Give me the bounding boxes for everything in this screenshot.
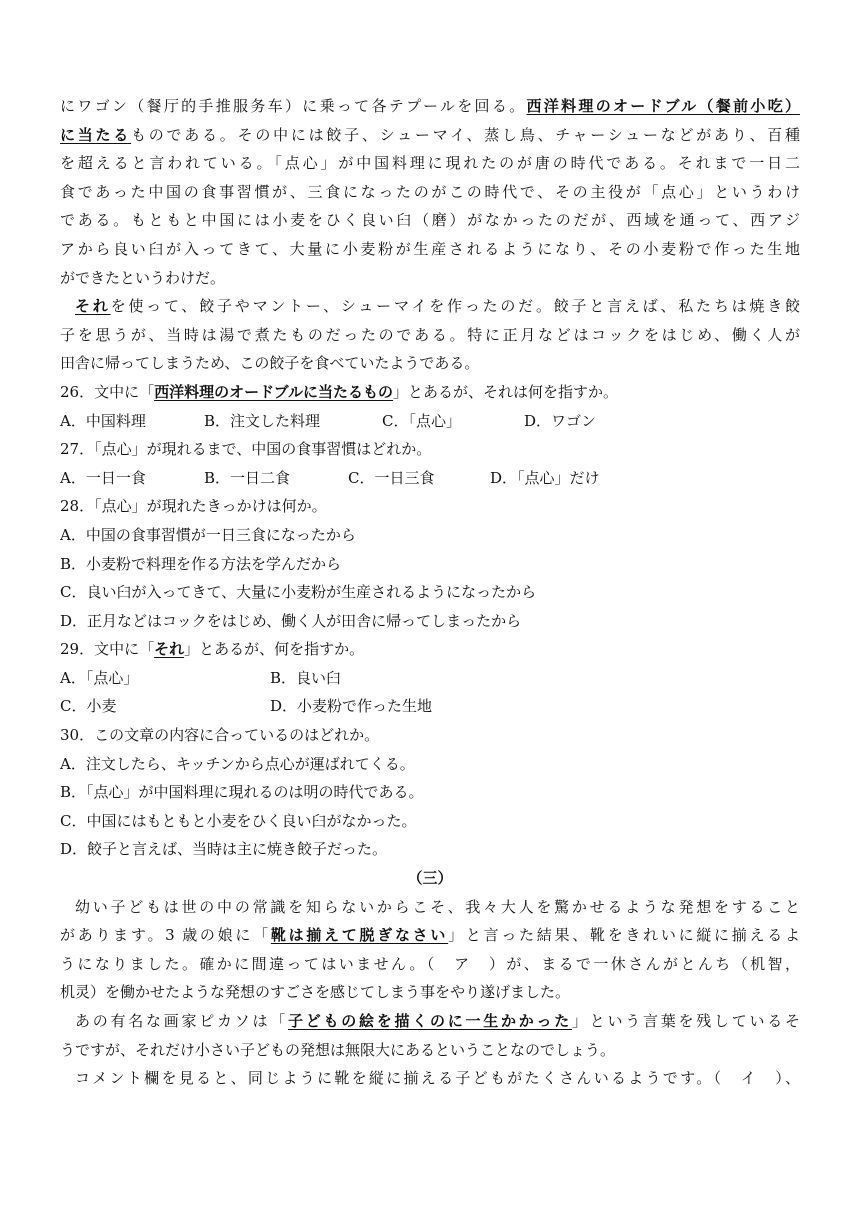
passage-line: アから良い臼が入ってきて、大量に小麦粉が生産されるようになり、その小麦粉で作った生地 [60, 239, 800, 258]
underlined-phrase: 子どもの絵を描くのに一生かかった [288, 1012, 572, 1030]
option-a: A．一日一食 [60, 468, 146, 487]
passage-line: うですが、それだけ小さい子どもの発想は無限大にあるということなのでしょう。 [60, 1040, 616, 1059]
underlined-phrase: 西洋料理のオードブルに当たるもの [154, 382, 394, 401]
question-29: 29．文中に「それ」とあるが、何を指すか。 [60, 640, 365, 659]
option-c: C．一日三食 [348, 468, 435, 487]
options-26 [60, 407, 800, 436]
option-a: A．「点心」 [60, 668, 139, 687]
passage-line: あの有名な画家ピカソは「子どもの絵を描くのに一生かかった」という言葉を残しているそ [75, 1012, 800, 1030]
option-a: A．注文したら、キッチンから点心が運ばれてくる。 [60, 754, 415, 773]
underlined-phrase: 靴は揃えて脱ぎなさい [270, 926, 449, 945]
option-d: D．餃子と言えば、当時は主に焼き餃子だった。 [60, 840, 388, 859]
options-29-row1 [60, 664, 800, 693]
option-c: C．小麦 [60, 697, 117, 716]
option-b: B．良い臼 [270, 668, 342, 687]
passage-line: があります。3 歳の娘に「靴は揃えて脱ぎなさい」と言った結果、靴をきれいに縦に揃えるよ [60, 926, 800, 945]
passage-line: うになりました。確かに間違ってはいません。（ ア ）が、まるで一休さんがとんち（机智， [60, 954, 800, 973]
option-d: D．「点心」だけ [490, 468, 600, 487]
underlined-phrase: に当たる [60, 125, 132, 144]
option-a: A．中国料理 [60, 411, 146, 430]
passage-line: にワゴン（餐厅的手推服务车）に乗って各テプールを回る。西洋料理のオードブル（餐前小吃） [60, 97, 801, 115]
question-28: 28．「点心」が現れたきっかけは何か。 [60, 497, 327, 516]
underlined-phrase: それ [75, 297, 111, 316]
underlined-phrase: 西洋料理のオードブル（餐前小吃） [526, 97, 801, 115]
section-heading: （三） [407, 869, 453, 888]
passage-line: それを使って、餃子やマントー、シューマイを作ったのだ。餃子と言えば、私たちは焼き餃 [75, 297, 800, 316]
question-27: 27．「点心」が現れるまで、中国の食事習慣はどれか。 [60, 440, 432, 459]
option-b: B．「点心」が中国料理に現れるのは明の時代である。 [60, 783, 424, 802]
option-a: A．中国の食事習慣が一日三食になったから [60, 525, 356, 544]
option-c: C．良い臼が入ってきて、大量に小麦粉が生産されるようになったから [60, 583, 537, 602]
passage-line: 机灵）を働かせたような発想のすごさを感じてしまう事をやり遂げました。 [60, 983, 571, 1002]
option-b: B．注文した料理 [204, 411, 321, 430]
passage-line: 食であった中国の食事習慣が、三食になったのがこの時代で、その主役が「点心」というわけ [60, 182, 800, 201]
options-27 [60, 464, 800, 493]
passage-line: を超えると言われている。「点心」が中国料理に現れたのが唐の時代である。それまで一日二 [60, 154, 800, 173]
option-d: D．正月などはコックをはじめ、働く人が田舎に帰ってしまったから [60, 611, 522, 630]
option-b: B．小麦粉で料理を作る方法を学んだから [60, 554, 342, 573]
passage-line: 田舎に帰ってしまうため、この餃子を食べていたようである。 [60, 354, 480, 373]
options-29-row2 [60, 692, 800, 721]
document-page [60, 92, 800, 1093]
option-b: B．一日二食 [204, 468, 291, 487]
passage-line: 幼い子どもは世の中の常識を知らないからこそ、我々大人を驚かせるような発想をすること [75, 897, 800, 916]
question-30: 30．この文章の内容に合っているのはどれか。 [60, 726, 380, 745]
passage-line: 子を思うが、当時は湯で煮たものだったのである。特に正月などはコックをはじめ、働く人が [60, 325, 800, 344]
option-c: C．「点心」 [382, 411, 461, 430]
option-d: D．ワゴン [524, 411, 597, 430]
passage-line: ができたというわけだ。 [60, 268, 226, 287]
underlined-phrase: それ [154, 640, 185, 659]
option-c: C．中国にはもともと小麦をひく良い臼がなかった。 [60, 811, 417, 830]
question-26: 26．文中に「西洋料理のオードブルに当たるもの」とあるが、それは何を指すか。 [60, 382, 619, 401]
passage-line: コメント欄を見ると、同じように靴を縦に揃える子どもがたくさんいるようです。（ イ ）、 [75, 1069, 800, 1088]
passage-line: に当たるものである。その中には餃子、シューマイ、蒸し鳥、チャーシューなどがあり、百種 [60, 125, 800, 144]
option-d: D．小麦粉で作った生地 [270, 697, 433, 716]
passage-line: である。もともと中国には小麦をひく良い臼（磨）がなかったのだが、西域を通って、西アジ [60, 211, 800, 230]
